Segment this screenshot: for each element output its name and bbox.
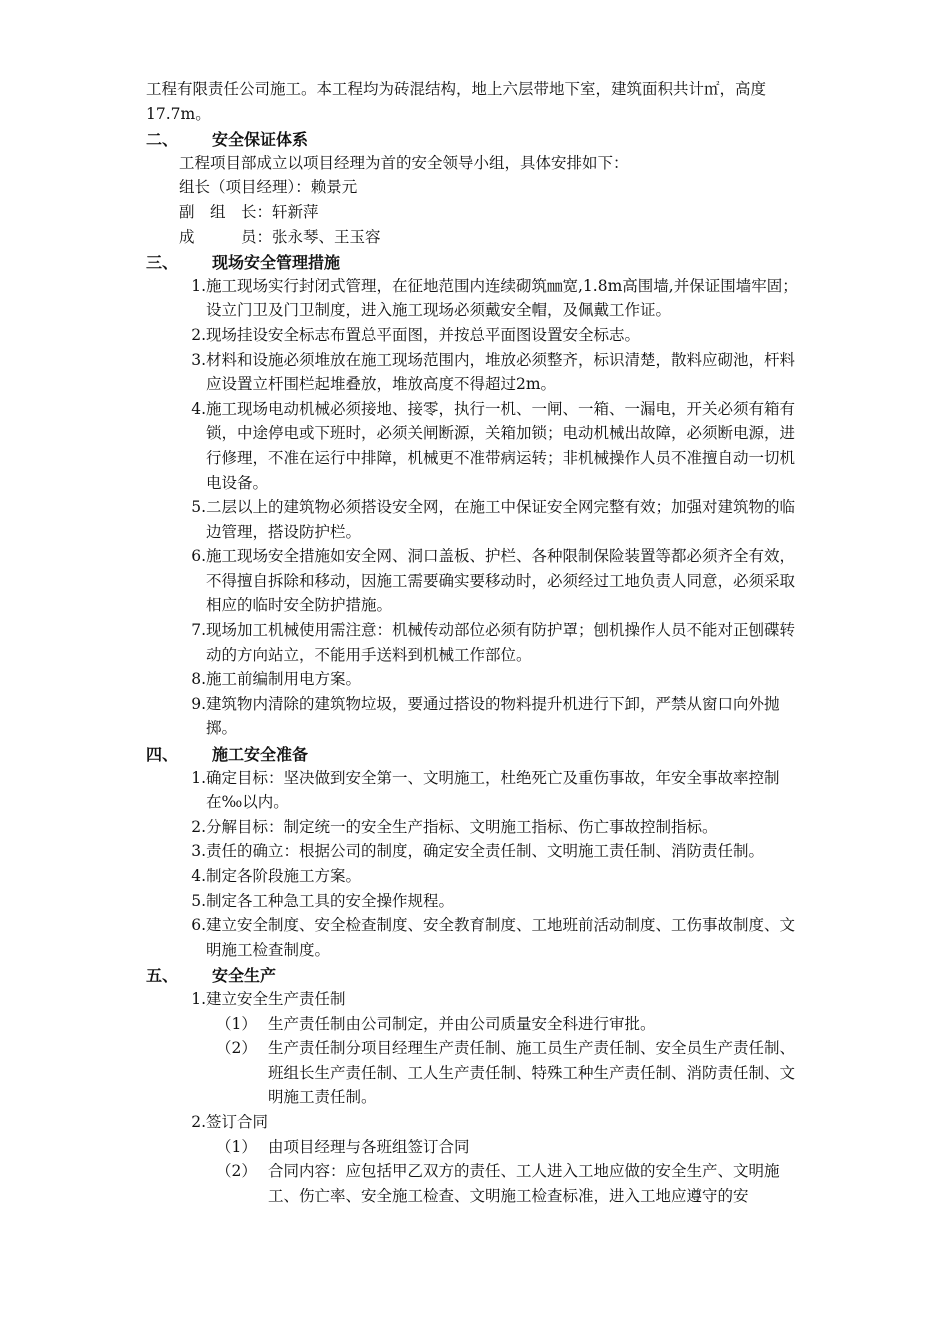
item-text: 制定各工种急工具的安全操作规程。 — [206, 891, 455, 910]
item-text: 施工前编制用电方案。 — [206, 670, 362, 689]
item-number: 5. — [191, 891, 206, 910]
item-text: 施工现场电动机械必须接地、接零，执行一机、一闸、一箱、一漏电，开关必须有箱有锁，中途停电或下班时，必须关闸断源，关箱加锁；电动机械出故障，必须断电源，进行修理，不准在运行中排障，机械更不准带病运转；非机械操作人员不准擅自动一切机电设备。 — [206, 399, 796, 492]
item-number: 3. — [191, 350, 206, 369]
item-number: 2. — [191, 325, 206, 344]
section-title: 施工安全准备 — [212, 744, 309, 764]
list-item — [146, 766, 808, 815]
team-deputy: 副 组 长：轩新萍 — [179, 202, 319, 221]
list-item — [146, 495, 808, 544]
item-text: 责任的确立：根据公司的制度，确定安全责任制、文明施工责任制、消防责任制。 — [206, 842, 765, 861]
section-heading-3 — [146, 249, 808, 274]
list-item — [146, 889, 808, 914]
document-page — [146, 77, 808, 1208]
item-text: 建筑物内清除的建筑物垃圾，要通过搭设的物料提升机进行下卸，严禁从窗口向外抛掷。 — [206, 694, 780, 738]
list-item — [146, 1110, 808, 1135]
list-item — [146, 544, 808, 618]
item-text: 材料和设施必须堆放在施工现场范围内，堆放必须整齐，标识清楚，散料应砌池，杆料应设置立杆围栏起堆叠放，堆放高度不得超过2m。 — [206, 350, 796, 394]
section-number: 四、 — [146, 744, 179, 764]
sub-item-number: （2） — [216, 1162, 257, 1181]
list-item — [146, 692, 808, 741]
item-number: 2. — [191, 817, 206, 836]
list-item — [146, 815, 808, 840]
item-number: 1. — [191, 768, 206, 787]
item-text: 分解目标：制定统一的安全生产指标、文明施工指标、伤亡事故控制指标。 — [206, 817, 718, 836]
list-item — [146, 348, 808, 397]
item-number: 9. — [191, 694, 206, 713]
list-item — [146, 913, 808, 962]
sub-list-item — [146, 1135, 808, 1160]
sub-list-item — [146, 1036, 808, 1110]
team-intro: 工程项目部成立以项目经理为首的安全领导小组，具体安排如下： — [179, 153, 629, 172]
section-heading-2 — [146, 126, 808, 151]
list-item — [146, 274, 808, 323]
team-members: 成 员：张永琴、王玉容 — [179, 227, 381, 246]
item-text: 施工现场安全措施如安全网、洞口盖板、护栏、各种限制保险装置等都必须齐全有效，不得擅自拆除和移动，因施工需要确实要移动时，必须经过工地负责人同意，必须采取相应的临时安全防护措施。 — [206, 547, 796, 615]
item-text: 现场加工机械使用需注意：机械传动部位必须有防护罩；刨机操作人员不能对正刨碟转动的方向站立，不能用手送料到机械工作部位。 — [206, 621, 796, 664]
sub-item-text: 生产责任制分项目经理生产责任制、施工员生产责任制、安全员生产责任制、班组长生产责任制、工人生产责任制、特殊工种生产责任制、消防责任制、文明施工责任制。 — [268, 1039, 796, 1107]
item-number: 6. — [191, 916, 206, 935]
list-item — [146, 987, 808, 1012]
section-number: 二、 — [146, 129, 179, 149]
sub-item-number: （1） — [216, 1137, 257, 1156]
section-title: 现场安全管理措施 — [212, 252, 341, 272]
sub-item-number: （1） — [216, 1014, 257, 1033]
list-item — [146, 323, 808, 348]
item-number: 1. — [191, 276, 206, 295]
section-heading-5 — [146, 962, 808, 987]
item-text: 二层以上的建筑物必须搭设安全网，在施工中保证安全网完整有效；加强对建筑物的临边管理，搭设防护栏。 — [206, 498, 796, 541]
section-title: 安全生产 — [212, 966, 277, 986]
list-item — [146, 618, 808, 667]
item-number: 3. — [191, 842, 206, 861]
item-number: 7. — [191, 621, 206, 640]
item-text: 制定各阶段施工方案。 — [206, 867, 362, 885]
section-heading-4 — [146, 741, 808, 766]
list-item — [146, 667, 808, 692]
sub-list-item — [146, 1159, 808, 1208]
sub-item-text: 由项目经理与各班组签订合同 — [268, 1137, 470, 1156]
intro-paragraph: 工程有限责任公司施工。本工程均为砖混结构，地上六层带地下室，建筑面积共计㎡，高度17.7m。 — [146, 80, 767, 123]
item-text: 现场挂设安全标志布置总平面图，并按总平面图设置安全标志。 — [206, 325, 641, 344]
list-item — [146, 839, 808, 864]
item-number: 5. — [191, 498, 206, 517]
item-text: 建立安全制度、安全检查制度、安全教育制度、工地班前活动制度、工伤事故制度、文明施工检查制度。 — [206, 916, 796, 959]
sub-item-text: 生产责任制由公司制定，并由公司质量安全科进行审批。 — [268, 1014, 656, 1033]
item-text: 施工现场实行封闭式管理，在征地范围内连续砌筑㎜宽,1.8m高围墙,并保证围墙牢固；设立门卫及门卫制度，进入施工现场必须戴安全帽，及佩戴工作证。 — [206, 276, 798, 320]
section-number: 三、 — [146, 252, 179, 272]
item-text: 签订合同 — [206, 1112, 269, 1131]
section-number: 五、 — [146, 966, 179, 986]
sub-item-number: （2） — [216, 1039, 257, 1058]
section-title: 安全保证体系 — [212, 129, 309, 149]
item-number: 2. — [191, 1112, 206, 1131]
item-number: 6. — [191, 547, 206, 566]
list-item — [146, 397, 808, 495]
sub-item-text: 合同内容：应包括甲乙双方的责任、工人进入工地应做的安全生产、文明施工、伤亡率、安全施工检查、文明施工检查标准，进入工地应遵守的安 — [268, 1162, 780, 1205]
item-text: 建立安全生产责任制 — [206, 989, 346, 1008]
item-number: 1. — [191, 989, 206, 1008]
item-number: 4. — [191, 399, 206, 418]
list-item — [146, 864, 808, 889]
item-number: 8. — [191, 670, 206, 689]
item-number: 4. — [191, 867, 206, 885]
item-text: 确定目标：坚决做到安全第一、文明施工，杜绝死亡及重伤事故，年安全事故率控制在‰以内。 — [206, 768, 780, 812]
team-leader: 组长（项目经理）：赖景元 — [179, 178, 358, 197]
sub-list-item — [146, 1012, 808, 1037]
